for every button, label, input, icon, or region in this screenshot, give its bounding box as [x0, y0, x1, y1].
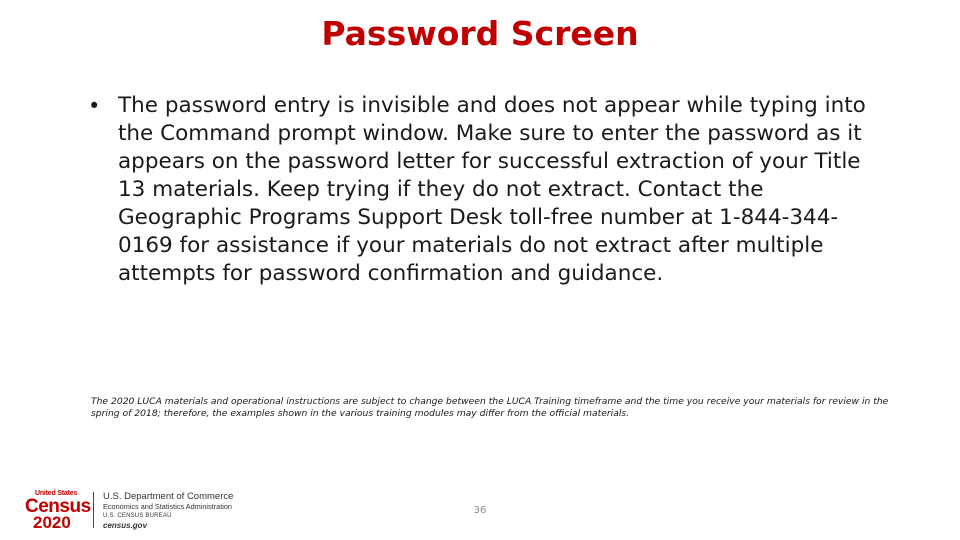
agency-bureau: U.S. CENSUS BUREAU [103, 513, 172, 519]
logo-census-word: Census [25, 496, 91, 517]
slide-title: Password Screen [321, 14, 639, 53]
bullet-item [88, 92, 888, 288]
bullet-icon: • [88, 94, 101, 118]
bullet-text: The password entry is invisible and does not appear while typing into the Command prompt window. Make sure to enter the password as it appears on the password letter for successful extraction of your Title 13 materials. Keep trying if they do not extract. Contact the Geographic Programs Support Desk toll-free number at 1-844-344-0169 for assistance if your materials do not extract after multiple attempts for password confirmation and guidance. [118, 93, 866, 286]
page-number: 36 [473, 505, 487, 516]
agency-administration: Economics and Statistics Administration [103, 502, 232, 511]
bullet-list [88, 92, 888, 288]
logo-year: 2020 [33, 513, 71, 532]
agency-website: census.gov [103, 521, 148, 530]
logo-united-states: United States [35, 490, 78, 497]
census-logo [25, 489, 265, 533]
census-2020-logo-icon [25, 489, 91, 533]
disclaimer-text: The 2020 LUCA materials and operational instructions are subject to change between the LUCA Training timeframe and the time you receive your materials for review in the spring of 2018; therefore, the examples shown in the various training modules may differ from the official materials. [91, 396, 889, 419]
agency-block [103, 491, 233, 531]
logo-divider [93, 492, 94, 528]
agency-department: U.S. Department of Commerce [103, 491, 234, 502]
